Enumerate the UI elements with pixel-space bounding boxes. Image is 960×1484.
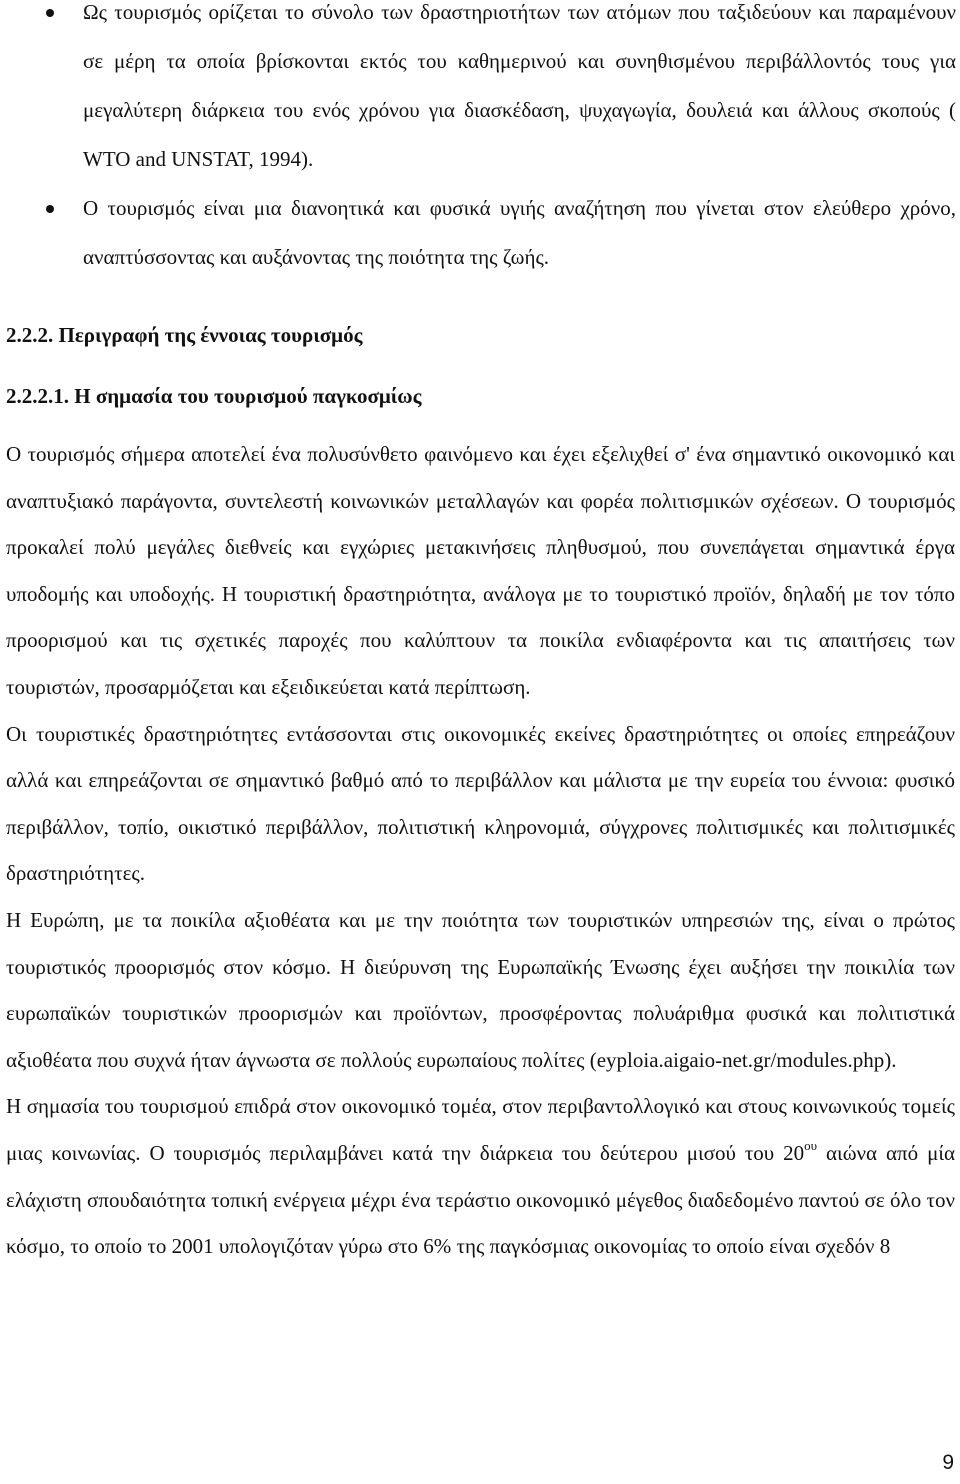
bullet-icon	[46, 9, 54, 17]
superscript: ου	[804, 1137, 818, 1153]
paragraph: Ο τουρισμός σήμερα αποτελεί ένα πολυσύνθετο φαινόμενο και έχει εξελιχθεί σ' ένα σημαντικό οικονομικό και αναπτυξιακό παράγοντα, συντελεστή κοινωνικών μεταλλαγών και φορέα πολιτισμικών σχέσεων. Ο τουρισμός προκαλεί πολύ μεγάλες διεθνείς και εγχώριες μετακινήσεις πληθυσμού, που συνεπάγεται σημαντικά έργα υποδομής και υποδοχής. Η τουριστική δραστηριότητα, ανάλογα με το τουριστικό προϊόν, δηλαδή με τον τόπο προορισμού και τις σχετικές παροχές που καλύπτουν τα ποικίλα ενδιαφέροντα και τις απαιτήσεις των τουριστών, προσαρμόζεται και εξειδικεύεται κατά περίπτωση.	[6, 442, 955, 699]
paragraph-text: Η σημασία του τουρισμού επιδρά στον οικονομικό τομέα, στον περιβαντολλογικό και στους κοινωνικούς τομείς μιας κοινωνίας. Ο τουρισμός περιλαμβάνει κατά την διάρκεια του δεύτερου μισού του 20	[6, 1094, 955, 1165]
body-text	[6, 431, 955, 1270]
paragraph: Οι τουριστικές δραστηριότητες εντάσσονται στις οικονομικές εκείνες δραστηριότητες οι οποίες επηρεάζουν αλλά και επηρεάζονται σε σημαντικό βαθμό από το περιβάλλον και μάλιστα με την ευρεία του έννοια: φυσικό περιβάλλον, τοπίο, οικιστικό περιβάλλον, πολιτιστική κληρονομιά, σύγχρονες πολιτισμικές και πολιτισμικές δραστηριότητες.	[6, 721, 955, 886]
paragraph: Η Ευρώπη, με τα ποικίλα αξιοθέατα και με την ποιότητα των τουριστικών υπηρεσιών της, είναι ο πρώτος τουριστικός προορισμός στον κόσμο. Η διεύρυνση της Ευρωπαϊκής Ένωσης έχει αυξήσει την ποικιλία των ευρωπαϊκών τουριστικών προορισμών και προϊόντων, προσφέροντας πολυάριθμα φυσικά και πολιτιστικά αξιοθέατα που συχνά ήταν άγνωστα σε πολλούς ευρωπαίους πολίτες (eyploia.aigaio-net.gr/modules.php).	[6, 907, 955, 1072]
section-heading: 2.2.2. Περιγραφή της έννοιας τουρισμός	[6, 323, 363, 347]
bullet-text: Ο τουρισμός είναι μια διανοητικά και φυσικά υγιής αναζήτηση που γίνεται στον ελεύθερο χρόνο, αναπτύσσοντας και αυξάνοντας της ποιότητα της ζωής.	[83, 196, 956, 269]
subsection-heading: 2.2.2.1. Η σημασία του τουρισμού παγκοσμίως	[6, 384, 422, 408]
bullet-text: Ως τουρισμός ορίζεται το σύνολο των δραστηριοτήτων των ατόμων που ταξιδεύουν και παραμένουν σε μέρη τα οποία βρίσκονται εκτός του καθημερινού και συνηθισμένου περιβάλλοντός τους για μεγαλύτερη διάρκεια του ενός χρόνου για διασκέδαση, ψυχαγωγία, δουλειά και άλλους σκοπούς ( WTO and UNSTAT, 1994).	[83, 0, 956, 171]
paragraph-text: αιώνα από μία ελάχιστη σπουδαιότητα τοπική ενέργεια μέχρι ένα τεράστιο οικονομικό μέγεθος διαδεδομένο παντού σε όλο τον κόσμο, το οποίο το 2001 υπολογιζόταν γύρω στο 6% της παγκόσμιας οικονομίας το οποίο είναι σχεδόν 8	[6, 1140, 955, 1259]
paragraph	[6, 1083, 955, 1269]
page-number: 9	[942, 1451, 954, 1474]
bullet-icon	[46, 205, 54, 213]
bullet-item	[0, 0, 960, 184]
bullet-list	[0, 0, 960, 282]
bullet-item	[0, 184, 960, 282]
